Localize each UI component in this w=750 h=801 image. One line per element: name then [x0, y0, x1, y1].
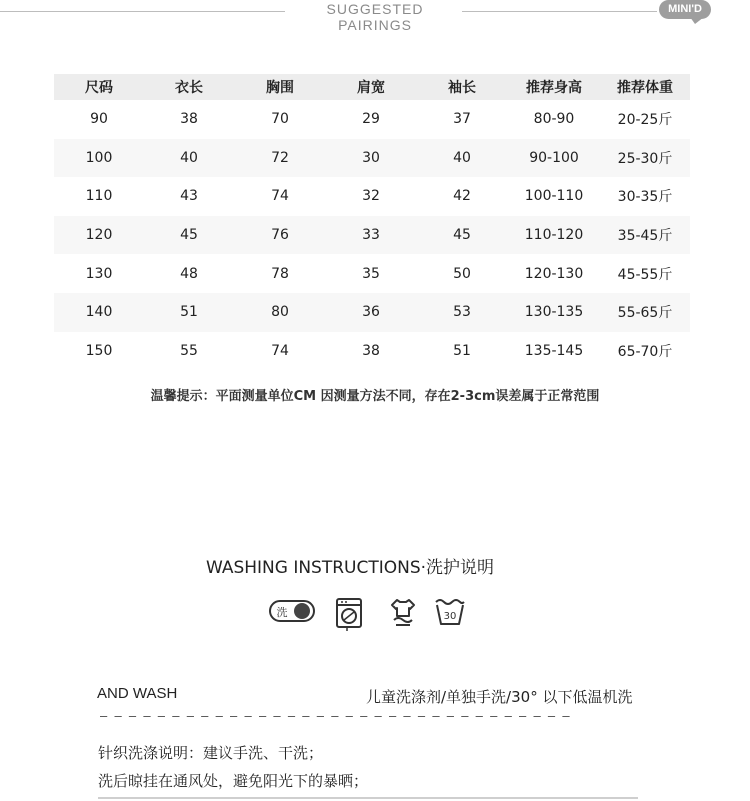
- table-row: [54, 254, 690, 293]
- column-header: 推荐身高: [526, 80, 582, 96]
- header-title: SUGGESTED PAIRINGS: [326, 1, 424, 33]
- table-cell: 100-110: [524, 188, 584, 205]
- table-row: [54, 293, 690, 332]
- table-cell: 29: [362, 111, 380, 128]
- table-cell: 30-35斤: [617, 189, 673, 206]
- table-cell: 78: [271, 265, 289, 282]
- brand-logo: MINI'D: [659, 0, 711, 19]
- table-cell: 51: [453, 342, 471, 359]
- table-row: [54, 332, 690, 371]
- column-header: 尺码: [85, 80, 113, 96]
- table-cell: 150: [85, 342, 113, 359]
- table-cell: 38: [362, 342, 380, 359]
- table-cell: 74: [271, 188, 289, 205]
- table-cell: 42: [453, 188, 471, 205]
- table-cell: 90-100: [529, 149, 579, 166]
- column-header: 衣长: [175, 80, 203, 96]
- column-header: 袖长: [448, 80, 476, 96]
- washing-title: WASHING INSTRUCTIONS·洗护说明: [205, 558, 495, 578]
- column-header: 肩宽: [357, 80, 385, 96]
- table-cell: 32: [362, 188, 380, 205]
- table-cell: 74: [271, 342, 289, 359]
- table-cell: 38: [180, 111, 198, 128]
- header-line-right: [462, 11, 657, 12]
- table-cell: 90: [90, 111, 108, 128]
- table-cell: 80: [271, 304, 289, 321]
- table-cell: 33: [362, 227, 380, 244]
- table-row: [54, 216, 690, 255]
- table-cell: 135-145: [524, 342, 584, 359]
- table-cell: 30: [362, 149, 380, 166]
- table-cell: 45-55斤: [617, 266, 673, 283]
- table-cell: 130-135: [524, 304, 584, 321]
- table-cell: 25-30斤: [617, 150, 673, 167]
- table-cell: 110: [85, 188, 113, 205]
- dashed-divider: — — — — — — — — — — — — — — — — — — — — — — — — — — — — — — — — —: [100, 709, 570, 723]
- wash-30-icon: [434, 596, 466, 628]
- header-line-left: [0, 11, 285, 12]
- hand-wash-toggle-icon: [268, 596, 316, 626]
- table-cell: 37: [453, 111, 471, 128]
- table-cell: 120-130: [524, 265, 584, 282]
- table-row: [54, 100, 690, 139]
- drying-note: 洗后晾挂在通风处，避免阳光下的暴晒；: [98, 772, 369, 790]
- table-cell: 48: [180, 265, 198, 282]
- table-cell: 43: [180, 188, 198, 205]
- table-cell: 120: [85, 227, 113, 244]
- table-cell: 51: [180, 304, 198, 321]
- table-cell: 35: [362, 265, 380, 282]
- table-row: [54, 177, 690, 216]
- hand-wash-label: AND WASH: [97, 685, 178, 702]
- table-cell: 45: [453, 227, 471, 244]
- table-cell: 40: [180, 149, 198, 166]
- table-cell: 130: [85, 265, 113, 282]
- table-row: [54, 139, 690, 178]
- table-cell: 70: [271, 111, 289, 128]
- cutoff-text-line: [98, 795, 638, 801]
- table-cell: 72: [271, 149, 289, 166]
- table-cell: 55-65斤: [617, 305, 673, 322]
- table-cell: 20-25斤: [617, 112, 673, 129]
- table-cell: 80-90: [533, 111, 575, 128]
- hand-wash-label: 洗: [276, 606, 288, 619]
- table-cell: 35-45斤: [617, 228, 673, 245]
- table-header-row: [54, 74, 690, 100]
- table-cell: 40: [453, 149, 471, 166]
- size-table: [54, 74, 690, 370]
- table-cell: 76: [271, 227, 289, 244]
- wash-temp-label: 30: [443, 611, 457, 622]
- measurement-tip: 温馨提示：平面测量单位CM 因测量方法不同，存在2-3cm误差属于正常范围: [150, 389, 600, 404]
- knit-wash-note: 针织洗涤说明：建议手洗、干洗；: [98, 744, 324, 762]
- column-header: 推荐体重: [617, 80, 673, 96]
- table-cell: 100: [85, 149, 113, 166]
- wash-method-label: 儿童洗涤剂/单独手洗/30° 以下低温机洗: [366, 688, 633, 706]
- washing-machine-icon: [334, 596, 364, 632]
- table-cell: 110-120: [524, 227, 584, 244]
- table-cell: 55: [180, 342, 198, 359]
- table-cell: 53: [453, 304, 471, 321]
- table-cell: 45: [180, 227, 198, 244]
- shirt-wash-icon: [388, 596, 418, 628]
- table-cell: 36: [362, 304, 380, 321]
- column-header: 胸围: [266, 80, 294, 96]
- brand-logo-tail: [690, 17, 704, 24]
- table-cell: 65-70斤: [617, 343, 673, 360]
- table-cell: 140: [85, 304, 113, 321]
- table-cell: 50: [453, 265, 471, 282]
